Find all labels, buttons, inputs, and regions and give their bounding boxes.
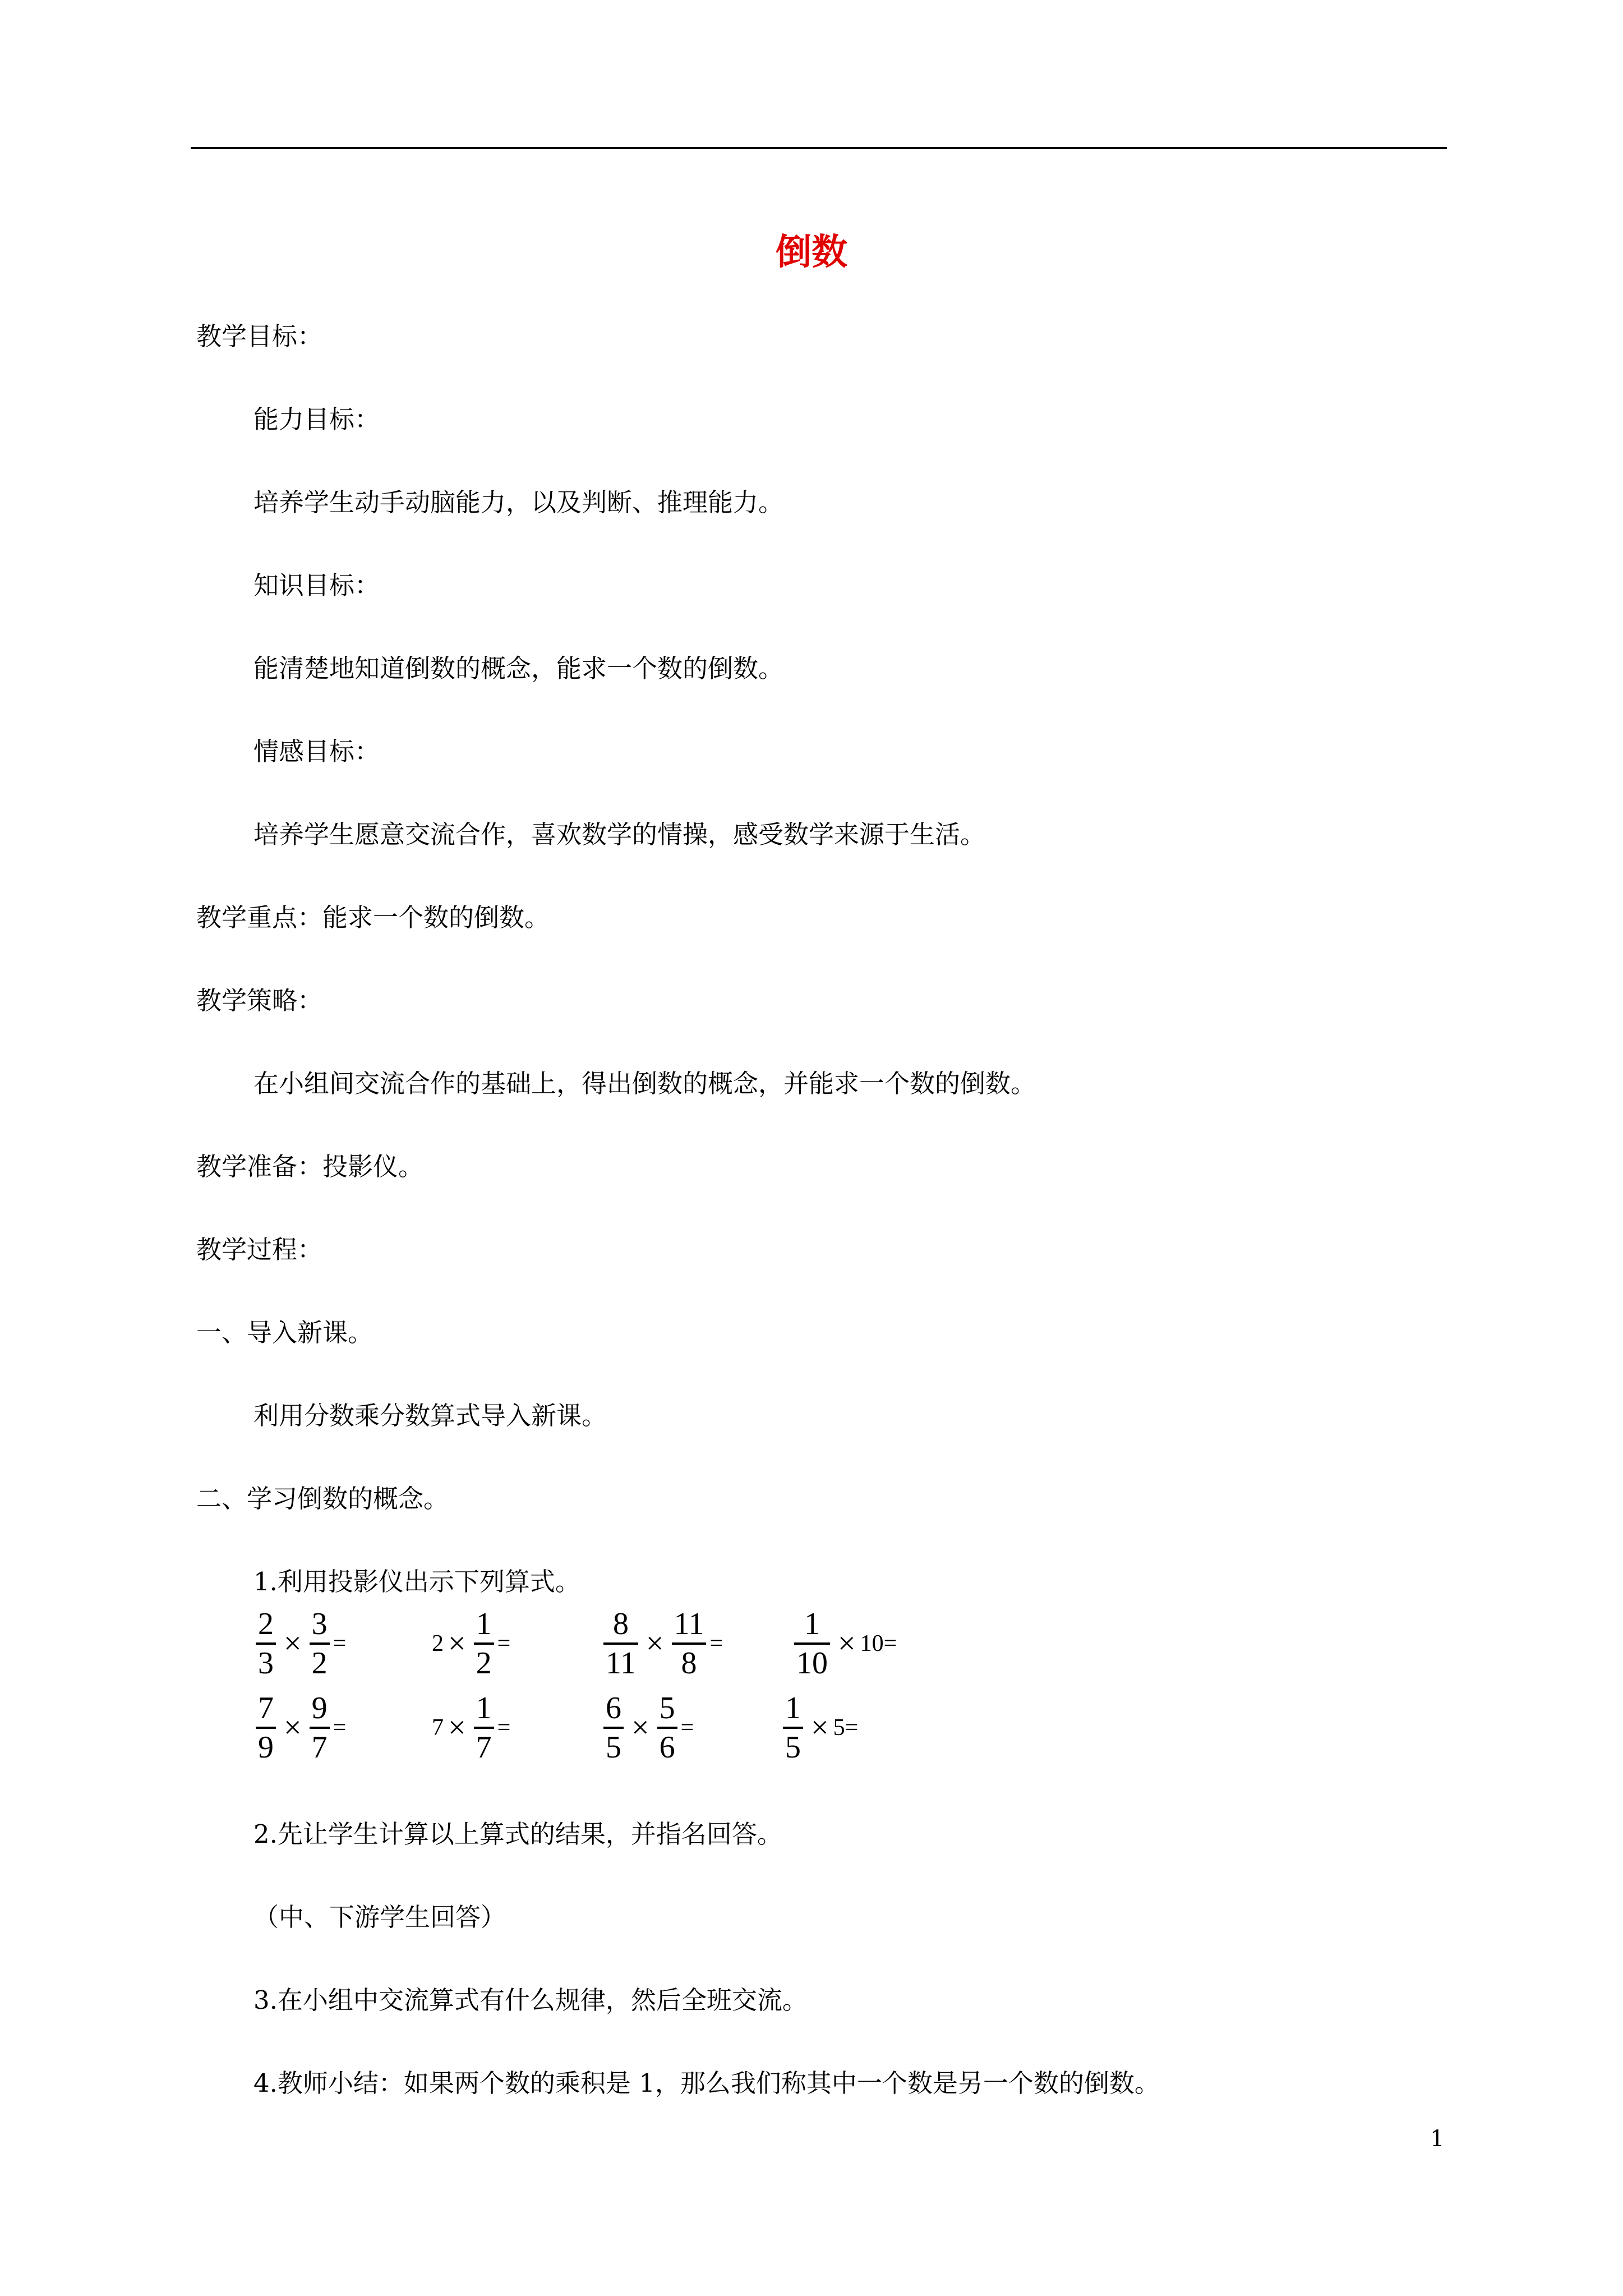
expression: 2 × $\frac{1}{2}$ = xyxy=(432,1607,511,1681)
expression xyxy=(600,1604,723,1683)
text-line: 利用分数乘分数算式导入新课。 xyxy=(253,1401,607,1430)
expression xyxy=(252,1604,346,1683)
fraction: $\frac{8}{11}$ xyxy=(603,1607,638,1681)
text-line: （中、下游学生回答） xyxy=(253,1902,506,1932)
times-sign: × xyxy=(448,1626,466,1661)
times-sign: × xyxy=(284,1710,302,1745)
equals-sign: = xyxy=(680,1715,694,1741)
text-line: 教学准备：投影仪。 xyxy=(196,1152,424,1181)
expression: $\frac{1}{10}$ × 10= xyxy=(791,1604,897,1683)
text-line: 知识目标： xyxy=(253,570,380,600)
fraction: $\frac{1}{5}$ xyxy=(783,1691,803,1765)
fraction: $\frac{3}{2}$ xyxy=(310,1607,330,1681)
text-line: 教学策略： xyxy=(196,986,323,1015)
equals-sign: = xyxy=(333,1715,347,1741)
text-line: 能力目标： xyxy=(253,404,380,434)
equals-sign: = xyxy=(497,1631,511,1657)
text-line: 在小组间交流合作的基础上，得出倒数的概念，并能求一个数的倒数。 xyxy=(253,1069,1036,1098)
text-line: 培养学生愿意交流合作，喜欢数学的情操，感受数学来源于生活。 xyxy=(253,820,986,849)
times-sign: × xyxy=(448,1710,466,1745)
equals-sign: = xyxy=(497,1715,511,1741)
text-line: 3.在小组中交流算式有什么规律，然后全班交流。 xyxy=(253,1985,808,2015)
text-line: 能清楚地知道倒数的概念，能求一个数的倒数。 xyxy=(253,654,784,683)
document-title: 倒数 xyxy=(776,232,847,273)
text-line: 4.教师小结：如果两个数的乘积是 1，那么我们称其中一个数是另一个数的倒数。 xyxy=(253,2068,1160,2098)
fraction: $\frac{9}{7}$ xyxy=(310,1691,330,1765)
fraction: $\frac{11}{8}$ xyxy=(672,1607,707,1681)
fraction: $\frac{1}{10}$ xyxy=(794,1607,830,1681)
text-line: 2.先让学生计算以上算式的结果，并指名回答。 xyxy=(253,1819,782,1849)
times-sign: × xyxy=(284,1626,302,1661)
text-line: 教学过程： xyxy=(196,1235,323,1264)
page-number: 1 xyxy=(1430,2126,1445,2152)
fraction: $\frac{2}{3}$ xyxy=(256,1607,276,1681)
times-sign: × xyxy=(645,1626,664,1661)
text-line: 一、导入新课。 xyxy=(196,1318,374,1347)
text-line: 教学目标： xyxy=(196,321,323,351)
text-line: 1.利用投影仪出示下列算式。 xyxy=(253,1567,580,1596)
fraction: $\frac{7}{9}$ xyxy=(256,1691,276,1765)
header-rule xyxy=(191,147,1447,149)
equals-sign: = xyxy=(333,1631,347,1657)
fraction: $\frac{1}{2}$ xyxy=(474,1607,494,1681)
fraction: $\frac{1}{7}$ xyxy=(474,1691,494,1765)
text-line: 情感目标： xyxy=(253,737,380,766)
text-line: 教学重点：能求一个数的倒数。 xyxy=(196,903,550,932)
times-sign: × xyxy=(811,1710,829,1745)
times-sign: × xyxy=(631,1710,649,1745)
fraction: $\frac{6}{5}$ xyxy=(603,1691,624,1765)
expression: $\frac{1}{5}$ × 5= xyxy=(780,1688,858,1767)
fraction: $\frac{5}{6}$ xyxy=(657,1691,677,1765)
expression: 7 × $\frac{1}{7}$ = xyxy=(432,1691,511,1765)
text-line: 二、学习倒数的概念。 xyxy=(196,1484,449,1513)
equals-sign: = xyxy=(709,1631,723,1657)
text-line: 培养学生动手动脑能力，以及判断、推理能力。 xyxy=(253,487,784,517)
expression xyxy=(252,1688,346,1767)
expression xyxy=(600,1688,694,1767)
times-sign: × xyxy=(838,1626,856,1661)
